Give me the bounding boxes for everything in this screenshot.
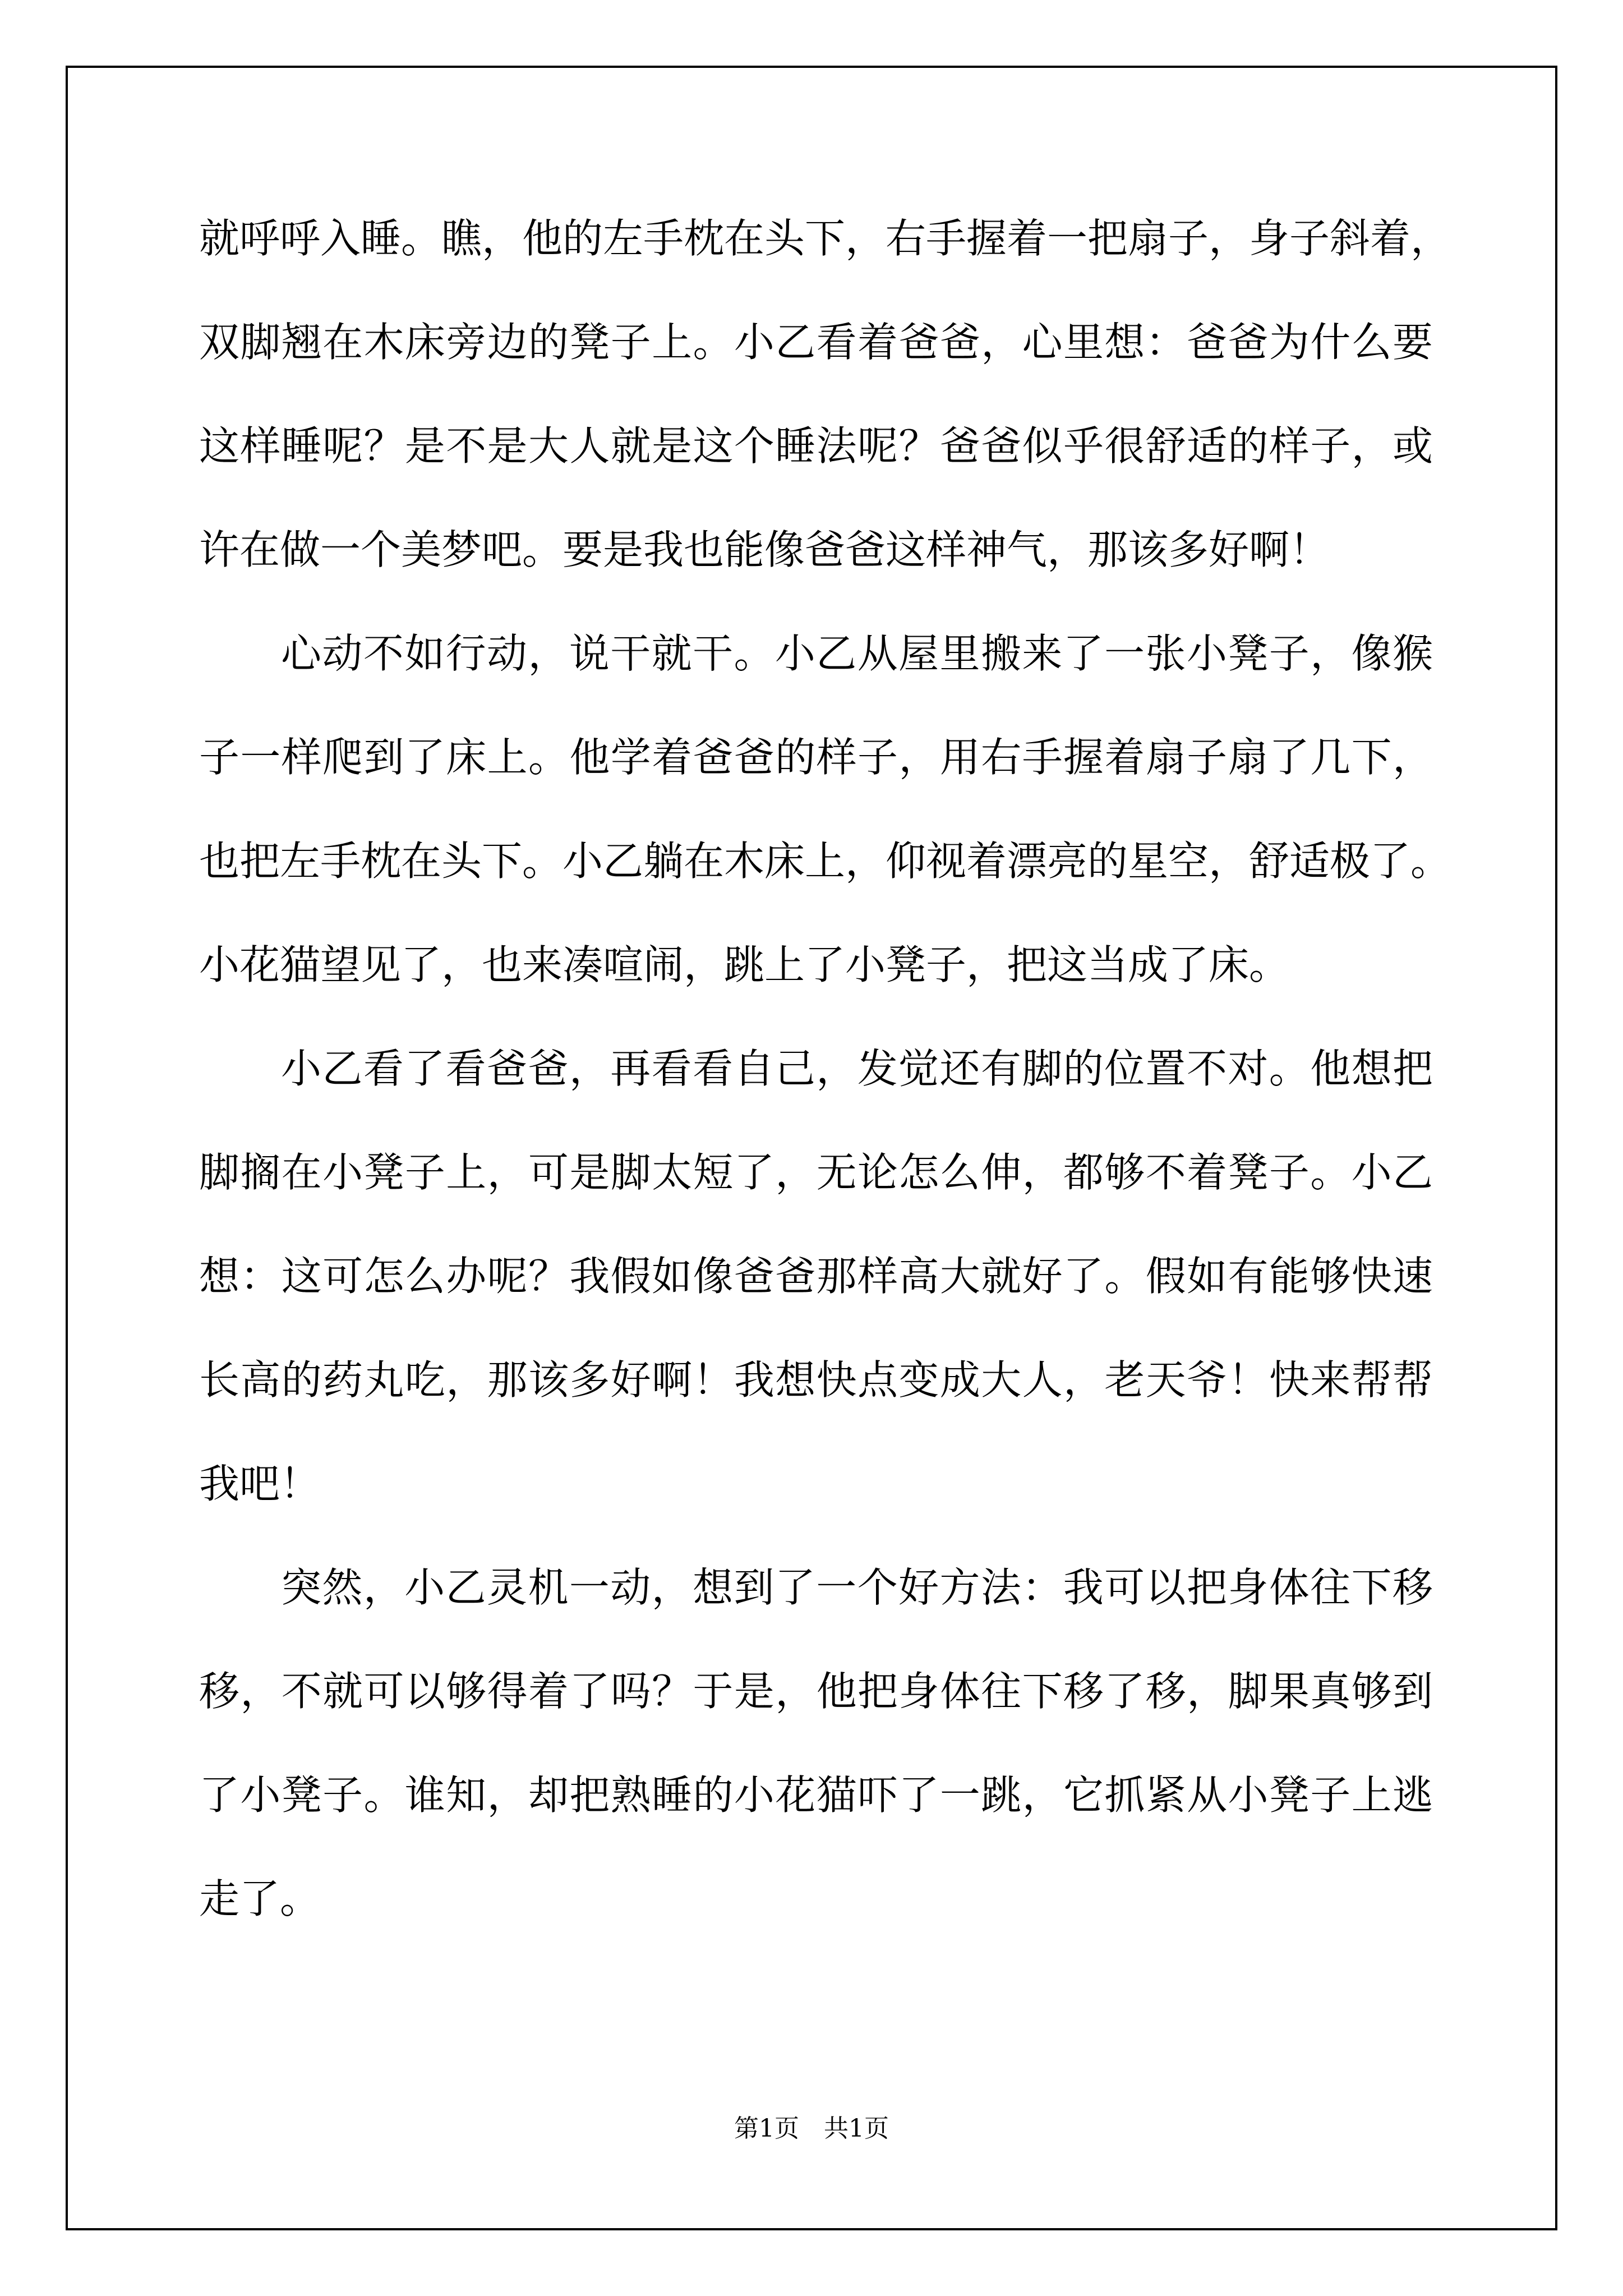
paragraph-line: 脚搁在小凳子上，可是脚太短了，无论怎么伸，都够不着凳子。小乙 xyxy=(199,1149,1433,1196)
document-body xyxy=(199,208,1451,1972)
page-number-footer: 第1页 共1页 xyxy=(734,2114,889,2143)
paragraph-line: 小花猫望见了，也来凑喧闹，跳上了小凳子，把这当成了床。 xyxy=(199,941,1290,988)
paragraph xyxy=(199,1557,1433,1972)
paragraph-line: 许在做一个美梦吧。要是我也能像爸爸这样神气，那该多好啊！ xyxy=(199,526,1330,573)
paragraph xyxy=(199,1038,1433,1557)
paragraph-line: 小乙看了看爸爸，再看看自己，发觉还有脚的位置不对。他想把 xyxy=(281,1045,1433,1092)
paragraph-line: 移，不就可以够得着了吗？于是，他把身体往下移了移，脚果真够到 xyxy=(199,1668,1433,1715)
paragraph-line: 我吧！ xyxy=(199,1460,321,1507)
paragraph-line: 也把左手枕在头下。小乙躺在木床上，仰视着漂亮的星空，舒适极了。 xyxy=(199,838,1451,885)
paragraph-line: 子一样爬到了床上。他学着爸爸的样子，用右手握着扇子扇了几下， xyxy=(199,734,1433,781)
paragraph-line: 就呼呼入睡。瞧，他的左手枕在头下，右手握着一把扇子，身子斜着， xyxy=(199,215,1451,262)
paragraph xyxy=(199,623,1451,1038)
paragraph-line: 长高的药丸吃，那该多好啊！我想快点变成大人，老天爷！快来帮帮 xyxy=(199,1356,1433,1404)
paragraph-line: 了小凳子。谁知，却把熟睡的小花猫吓了一跳，它抓紧从小凳子上逃 xyxy=(199,1772,1433,1819)
paragraph-line: 这样睡呢？是不是大人就是这个睡法呢？爸爸似乎很舒适的样子，或 xyxy=(199,422,1433,470)
paragraph xyxy=(199,208,1451,623)
paragraph-line: 走了。 xyxy=(199,1875,321,1922)
paragraph-line: 想：这可怎么办呢？我假如像爸爸那样高大就好了。假如有能够快速 xyxy=(199,1253,1433,1300)
paragraph-line: 心动不如行动，说干就干。小乙从屋里搬来了一张小凳子，像猴 xyxy=(281,630,1433,677)
paragraph-line: 双脚翘在木床旁边的凳子上。小乙看着爸爸，心里想：爸爸为什么要 xyxy=(199,319,1433,366)
paragraph-line: 突然，小乙灵机一动，想到了一个好方法：我可以把身体往下移 xyxy=(281,1564,1433,1611)
